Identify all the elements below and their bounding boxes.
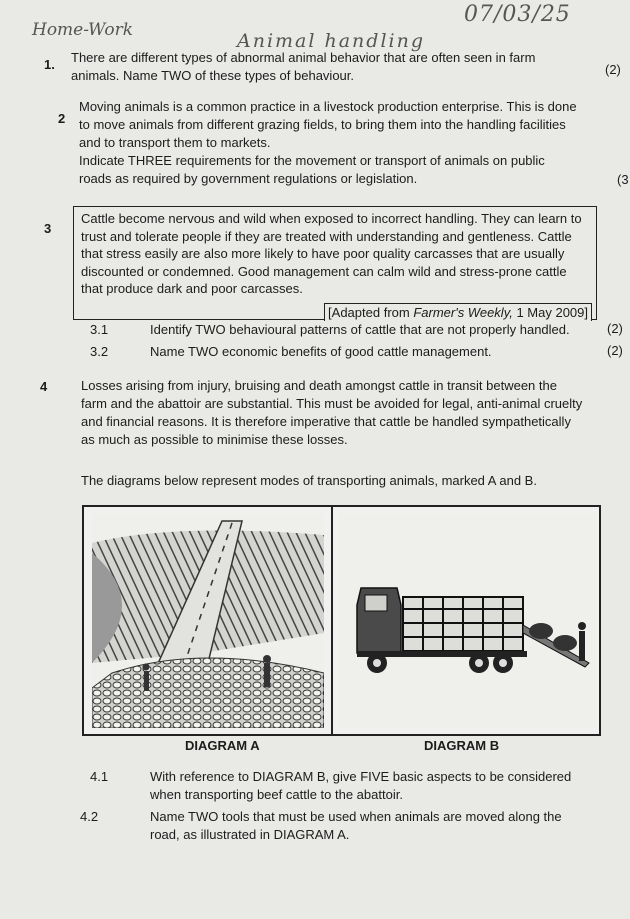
q3-extract-line: Cattle become nervous and wild when exposed to incorrect handling. They can learn to (81, 211, 582, 226)
source-suffix: 1 May 2009] (512, 304, 588, 320)
q4-line: farm and the abattoir are substantial. This must be avoided for legal, anti-animal cruelty (81, 396, 583, 411)
diagram-a-label: DIAGRAM A (185, 738, 260, 753)
q1-text (71, 49, 535, 85)
q2-line: Moving animals is a common practice in a livestock production enterprise. This is done (79, 99, 577, 114)
handwritten-home-work: Home-Work (32, 20, 134, 40)
q3-number: 3 (44, 221, 52, 236)
diagram-a-illustration (92, 513, 324, 728)
q1-marks: (2) (605, 62, 621, 77)
q4-2-line: Name TWO tools that must be used when animals are moved along the (150, 809, 562, 824)
diagrams-frame (82, 505, 601, 736)
q4-line: as much as possible to minimise these losses. (81, 432, 348, 447)
q3-extract-line: that stress easily are also more likely to have poor quality carcasses that are usually (81, 246, 565, 261)
q3-source (324, 303, 592, 322)
q3-extract-line: discounted or condemned. Good management can calm wild and stress-prone cattle (81, 263, 567, 279)
q4-1-number: 4.1 (90, 769, 109, 784)
q4-intro: The diagrams below represent modes of transporting animals, marked A and B. (81, 473, 537, 488)
q3-2-text: Name TWO economic benefits of good cattle management. (150, 344, 492, 359)
q4-line: and financial reasons. It is therefore imperative that cattle be handled sympathetically (81, 414, 571, 429)
q4-2-text (150, 808, 562, 844)
q2-line: to move animals from different grazing fields, to bring them into the handling facilities (79, 117, 566, 132)
q1-line: There are different types of abnormal animal behavior that are often seen in farm (71, 50, 536, 65)
q2-line: roads as required by government regulations or legislation. (79, 171, 418, 186)
source-title: Farmer's Weekly, (413, 304, 513, 320)
q3-1-text: Identify TWO behavioural patterns of cattle that are not properly handled. (150, 322, 570, 337)
q4-1-line: when transporting beef cattle to the abattoir. (150, 787, 403, 802)
q2-line: Indicate THREE requirements for the movement or transport of animals on public (79, 153, 545, 168)
q3-1-marks: (2) (607, 321, 623, 336)
diagram-b-illustration (339, 513, 597, 728)
q4-text (81, 377, 582, 449)
q4-1-line: With reference to DIAGRAM B, give FIVE basic aspects to be considered (150, 769, 572, 784)
q4-number: 4 (40, 379, 48, 394)
diagram-divider (331, 507, 333, 734)
q2-marks: (3 (617, 172, 629, 187)
q3-extract-box (73, 206, 597, 320)
q3-2-marks: (2) (607, 343, 623, 358)
q1-number: 1. (44, 57, 55, 72)
q3-extract-line: that produce dark and poor carcasses. (81, 281, 303, 296)
diagram-b-label: DIAGRAM B (424, 738, 500, 753)
q3-extract-line: trust and tolerate people if they are treated with understanding and gentleness. Cattle (81, 228, 572, 244)
q4-2-line: road, as illustrated in DIAGRAM A. (150, 827, 350, 842)
q1-line: animals. Name TWO of these types of behaviour. (71, 68, 355, 83)
q2-number: 2 (58, 111, 66, 126)
q3-2-number: 3.2 (90, 344, 109, 359)
q2-line: and to transport them to markets. (79, 135, 271, 150)
handwritten-date: 07/03/25 (464, 2, 571, 27)
source-prefix: [Adapted from (328, 304, 414, 320)
q3-1-number: 3.1 (90, 322, 109, 337)
q4-line: Losses arising from injury, bruising and death amongst cattle in transit between the (81, 378, 557, 393)
q4-1-text (150, 768, 571, 804)
handwritten-animal-handling: Animal handling (237, 30, 426, 52)
q4-2-number: 4.2 (80, 809, 99, 824)
q2-text (79, 98, 577, 188)
